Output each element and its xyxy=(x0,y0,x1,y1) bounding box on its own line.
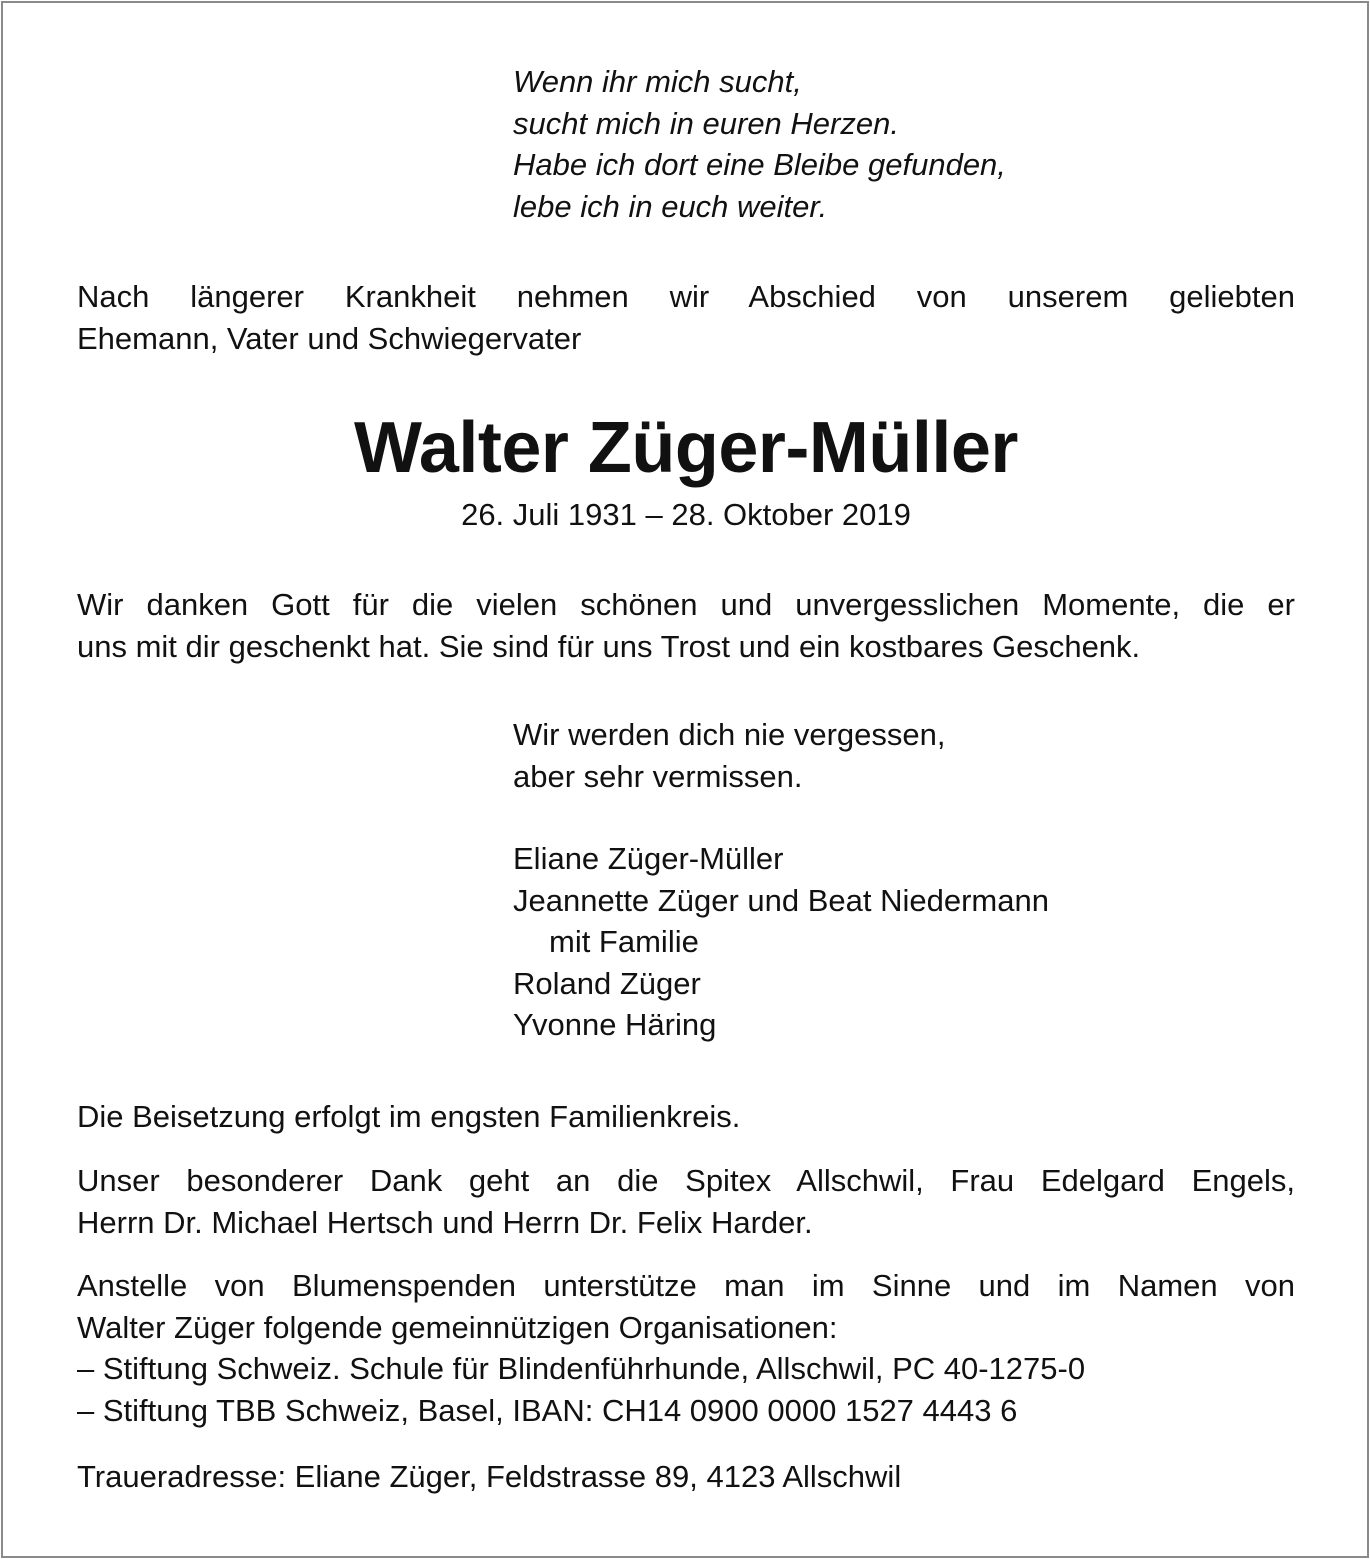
farewell-intro xyxy=(77,276,1295,359)
special-thanks-line: Herrn Dr. Michael Hertsch und Herrn Dr. Felix Harder. xyxy=(77,1204,813,1240)
intro-line: Ehemann, Vater und Schwiegervater xyxy=(77,320,582,356)
gratitude-paragraph xyxy=(77,584,1295,667)
remembrance-lines xyxy=(513,714,945,797)
gratitude-line: Wir danken Gott für die vielen schönen und unvergesslichen Momente, die er xyxy=(77,587,1295,622)
poem-line: Wenn ihr mich sucht, xyxy=(513,64,802,99)
donation-line: Walter Züger folgende gemeinnützigen Organisationen: xyxy=(77,1309,838,1345)
donation-line: – Stiftung Schweiz. Schule für Blindenführhunde, Allschwil, PC 40-1275-0 xyxy=(77,1351,1086,1386)
mourner-name: mit Familie xyxy=(549,924,699,959)
mourners-list xyxy=(513,838,1049,1046)
mourner-name: Yvonne Häring xyxy=(513,1007,717,1042)
mourner-name: Jeannette Züger und Beat Niedermann xyxy=(513,882,1049,918)
remembrance-line: Wir werden dich nie vergessen, xyxy=(513,717,946,752)
remembrance-line: aber sehr vermissen. xyxy=(513,758,803,794)
donation-paragraph xyxy=(77,1265,1295,1431)
donation-line: Anstelle von Blumenspenden unterstütze man im Sinne und im Namen von xyxy=(77,1268,1295,1303)
obituary-notice xyxy=(1,1,1369,1558)
donation-line: – Stiftung TBB Schweiz, Basel, IBAN: CH14 0900 0000 1527 4443 6 xyxy=(77,1392,1018,1428)
poem-line: lebe ich in euch weiter. xyxy=(513,188,828,224)
special-thanks-paragraph xyxy=(77,1160,1295,1243)
poem-line: sucht mich in euren Herzen. xyxy=(513,105,899,141)
poem-line: Habe ich dort eine Bleibe gefunden, xyxy=(513,147,1006,182)
mourning-address: Traueradresse: Eliane Züger, Feldstrasse 89, 4123 Allschwil xyxy=(77,1459,902,1494)
life-dates: 26. Juli 1931 – 28. Oktober 2019 xyxy=(461,497,911,532)
deceased-name: Walter Züger-Müller xyxy=(354,408,1018,488)
mourner-name: Roland Züger xyxy=(513,965,701,1001)
mourner-name: Eliane Züger-Müller xyxy=(513,841,784,876)
intro-line: Nach längerer Krankheit nehmen wir Abschied von unserem geliebten xyxy=(77,279,1295,314)
special-thanks-line: Unser besonderer Dank geht an die Spitex Allschwil, Frau Edelgard Engels, xyxy=(77,1163,1295,1198)
gratitude-line: uns mit dir geschenkt hat. Sie sind für uns Trost und ein kostbares Geschenk. xyxy=(77,628,1141,664)
burial-note: Die Beisetzung erfolgt im engsten Familienkreis. xyxy=(77,1099,741,1134)
memorial-poem xyxy=(513,61,1006,227)
